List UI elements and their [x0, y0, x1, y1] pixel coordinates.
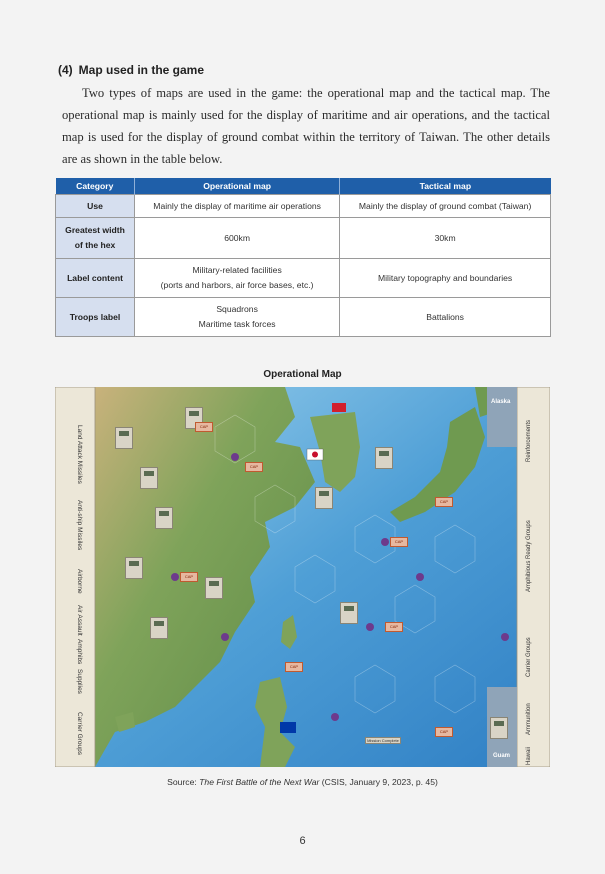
panel-label: Reinforcements	[526, 419, 532, 462]
cell-line: of the hex	[74, 240, 116, 250]
row-operational	[135, 195, 340, 218]
row-operational	[135, 218, 340, 259]
panel-label: Supplies	[76, 669, 83, 694]
mission-complete-counter: Mission Complete	[365, 737, 401, 744]
cap-marker: CAP	[180, 572, 198, 582]
operational-map-image	[55, 387, 550, 767]
unit-counter	[140, 467, 158, 489]
table-row	[56, 298, 551, 337]
unit-counter	[315, 487, 333, 509]
place-label-alaska: Alaska	[491, 399, 511, 405]
table-row	[56, 218, 551, 259]
panel-label: Anti-ship Missiles	[76, 500, 83, 551]
panel-label: Ammunition	[526, 703, 532, 735]
cell-line: Squadrons	[216, 304, 258, 314]
unit-counter	[115, 427, 133, 449]
panel-label: Hawaii	[526, 746, 532, 765]
cap-marker: CAP	[390, 537, 408, 547]
table-row	[56, 195, 551, 218]
table-header-row	[56, 178, 551, 195]
row-category: Troops label	[56, 298, 135, 337]
cap-marker: CAP	[385, 622, 403, 632]
unit-counter	[150, 617, 168, 639]
row-operational	[135, 298, 340, 337]
unit-counter	[340, 602, 358, 624]
panel-label: Amphibious Ready Groups	[526, 520, 532, 592]
cell-line: 600km	[224, 232, 250, 243]
cell-line: Greatest width	[65, 225, 125, 235]
section-heading	[58, 63, 204, 77]
cell-line: Maritime task forces	[198, 319, 276, 329]
right-panel-labels	[517, 387, 550, 767]
intro-paragraph: Two types of maps are used in the game: the operational map and the tactical map. The operational map is mainly used for the display of maritime and air operations, and the tactical map is used for the display of ground combat within the territory of Taiwan. The other details are as shown in the table below.	[62, 86, 550, 166]
cell-line: 30km	[434, 232, 456, 243]
source-prefix: Source:	[167, 777, 200, 787]
philippines-flag	[280, 722, 296, 733]
table-row	[56, 259, 551, 298]
row-tactical	[340, 195, 551, 218]
figure-source	[0, 777, 605, 787]
row-tactical	[340, 298, 551, 337]
cell-line: Battalions	[426, 311, 464, 322]
place-label-guam: Guam	[493, 753, 511, 759]
map-comparison-table	[55, 178, 551, 337]
unit-counter	[155, 507, 173, 529]
cell-line: Mainly the display of ground combat (Taiwan)	[358, 200, 532, 211]
unit-counter	[375, 447, 393, 469]
header-tactical: Tactical map	[340, 178, 551, 195]
unit-counter	[490, 717, 508, 739]
cap-marker: CAP	[435, 727, 453, 737]
panel-label: Land Attack Missiles	[76, 425, 83, 484]
header-operational: Operational map	[135, 178, 340, 195]
cell-line: Military-related facilities	[192, 265, 282, 275]
row-tactical	[340, 218, 551, 259]
row-category	[56, 218, 135, 259]
panel-label: Amphibs	[76, 639, 83, 665]
row-category: Label content	[56, 259, 135, 298]
page-number: 6	[299, 835, 306, 847]
row-category: Use	[56, 195, 135, 218]
cap-marker: CAP	[435, 497, 453, 507]
cap-marker: CAP	[285, 662, 303, 672]
source-title: The First Battle of the Next War	[199, 777, 320, 787]
panel-label: Carrier Groups	[526, 637, 532, 677]
cell-line: (ports and harbors, air force bases, etc.)	[160, 280, 314, 290]
row-tactical	[340, 259, 551, 298]
unit-counter	[205, 577, 223, 599]
panel-label: Air Assault	[76, 605, 83, 636]
header-category: Category	[56, 178, 135, 195]
cap-marker: CAP	[195, 422, 213, 432]
panel-label: Carrier Groups	[76, 712, 83, 755]
north-korea-flag	[332, 403, 346, 412]
cap-marker: CAP	[245, 462, 263, 472]
left-panel-labels	[55, 387, 95, 767]
section-number: (4)	[58, 63, 73, 77]
unit-counter	[125, 557, 143, 579]
cell-line: Military topography and boundaries	[377, 272, 513, 283]
figure-title: Operational Map	[263, 369, 342, 380]
cell-line: Mainly the display of maritime air operations	[153, 200, 321, 211]
row-operational	[135, 259, 340, 298]
panel-label: Airborne	[76, 569, 83, 594]
flag-emblem	[312, 452, 318, 458]
source-suffix: (CSIS, January 9, 2023, p. 45)	[319, 777, 438, 787]
section-title: Map used in the game	[78, 63, 205, 77]
alaska-box	[487, 387, 517, 447]
